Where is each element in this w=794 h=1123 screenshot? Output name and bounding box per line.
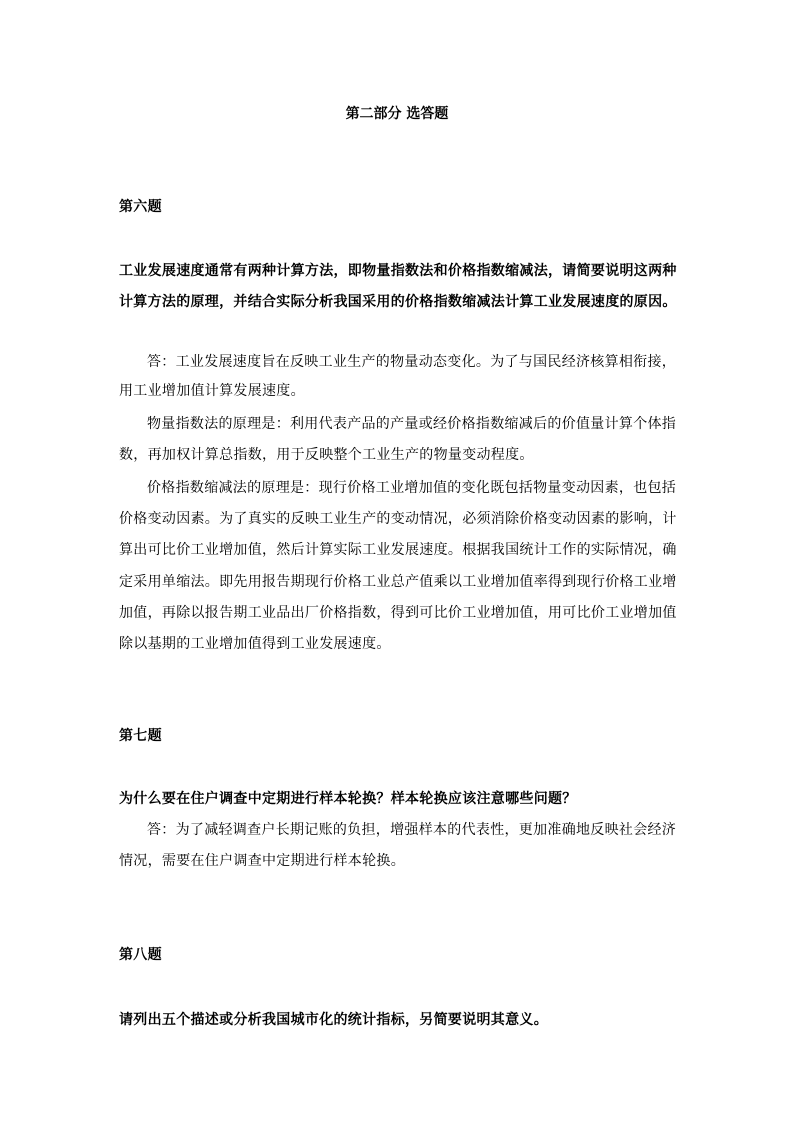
q6-answer-line: 数，再加权计算总指数，用于反映整个工业生产的物量变动程度。 <box>119 447 534 463</box>
q6-answer-line: 答：工业发展速度旨在反映工业生产的物量动态变化。为了与国民经济核算相衔接， <box>147 354 677 370</box>
q8-question-line: 请列出五个描述或分析我国城市化的统计指标，另简要说明其意义。 <box>119 1012 548 1028</box>
q7-answer-line: 情况，需要在住户调查中定期进行样本轮换。 <box>119 853 405 869</box>
q6-answer-line: 除以基期的工业增加值得到工业发展速度。 <box>119 636 391 652</box>
q6-question-line: 计算方法的原理，并结合实际分析我国采用的价格指数缩减法计算工业发展速度的原因。 <box>119 294 677 310</box>
q7-heading: 第七题 <box>119 728 162 744</box>
q8-heading: 第八题 <box>119 947 162 963</box>
q6-heading: 第六题 <box>119 199 162 215</box>
q6-answer-line: 价格变动因素。为了真实的反映工业生产的变动情况，必须消除价格变动因素的影响，计 <box>119 511 677 527</box>
q6-answer-line: 加值，再除以报告期工业品出厂价格指数，得到可比价工业增加值，用可比价工业增加值 <box>119 605 677 621</box>
q6-answer-line: 算出可比价工业增加值，然后计算实际工业发展速度。根据我国统计工作的实际情况，确 <box>119 542 677 558</box>
q6-answer-line: 物量指数法的原理是：利用代表产品的产量或经价格指数缩减后的价值量计算个体指 <box>147 416 677 432</box>
q6-answer-line: 价格指数缩减法的原理是：现行价格工业增加值的变化既包括物量变动因素，也包括 <box>147 480 677 496</box>
q6-answer-line: 定采用单缩法。即先用报告期现行价格工业总产值乘以工业增加值率得到现行价格工业增 <box>119 574 677 590</box>
q6-question-line: 工业发展速度通常有两种计算方法，即物量指数法和价格指数缩减法，请简要说明这两种 <box>119 263 677 279</box>
q6-answer-line: 用工业增加值计算发展速度。 <box>119 383 305 399</box>
q7-answer-line: 答：为了减轻调查户长期记账的负担，增强样本的代表性，更加准确地反映社会经济 <box>147 822 677 838</box>
section-title: 第二部分 选答题 <box>345 106 449 122</box>
q7-question-line: 为什么要在住户调查中定期进行样本轮换？样本轮换应该注意哪些问题？ <box>119 791 577 807</box>
